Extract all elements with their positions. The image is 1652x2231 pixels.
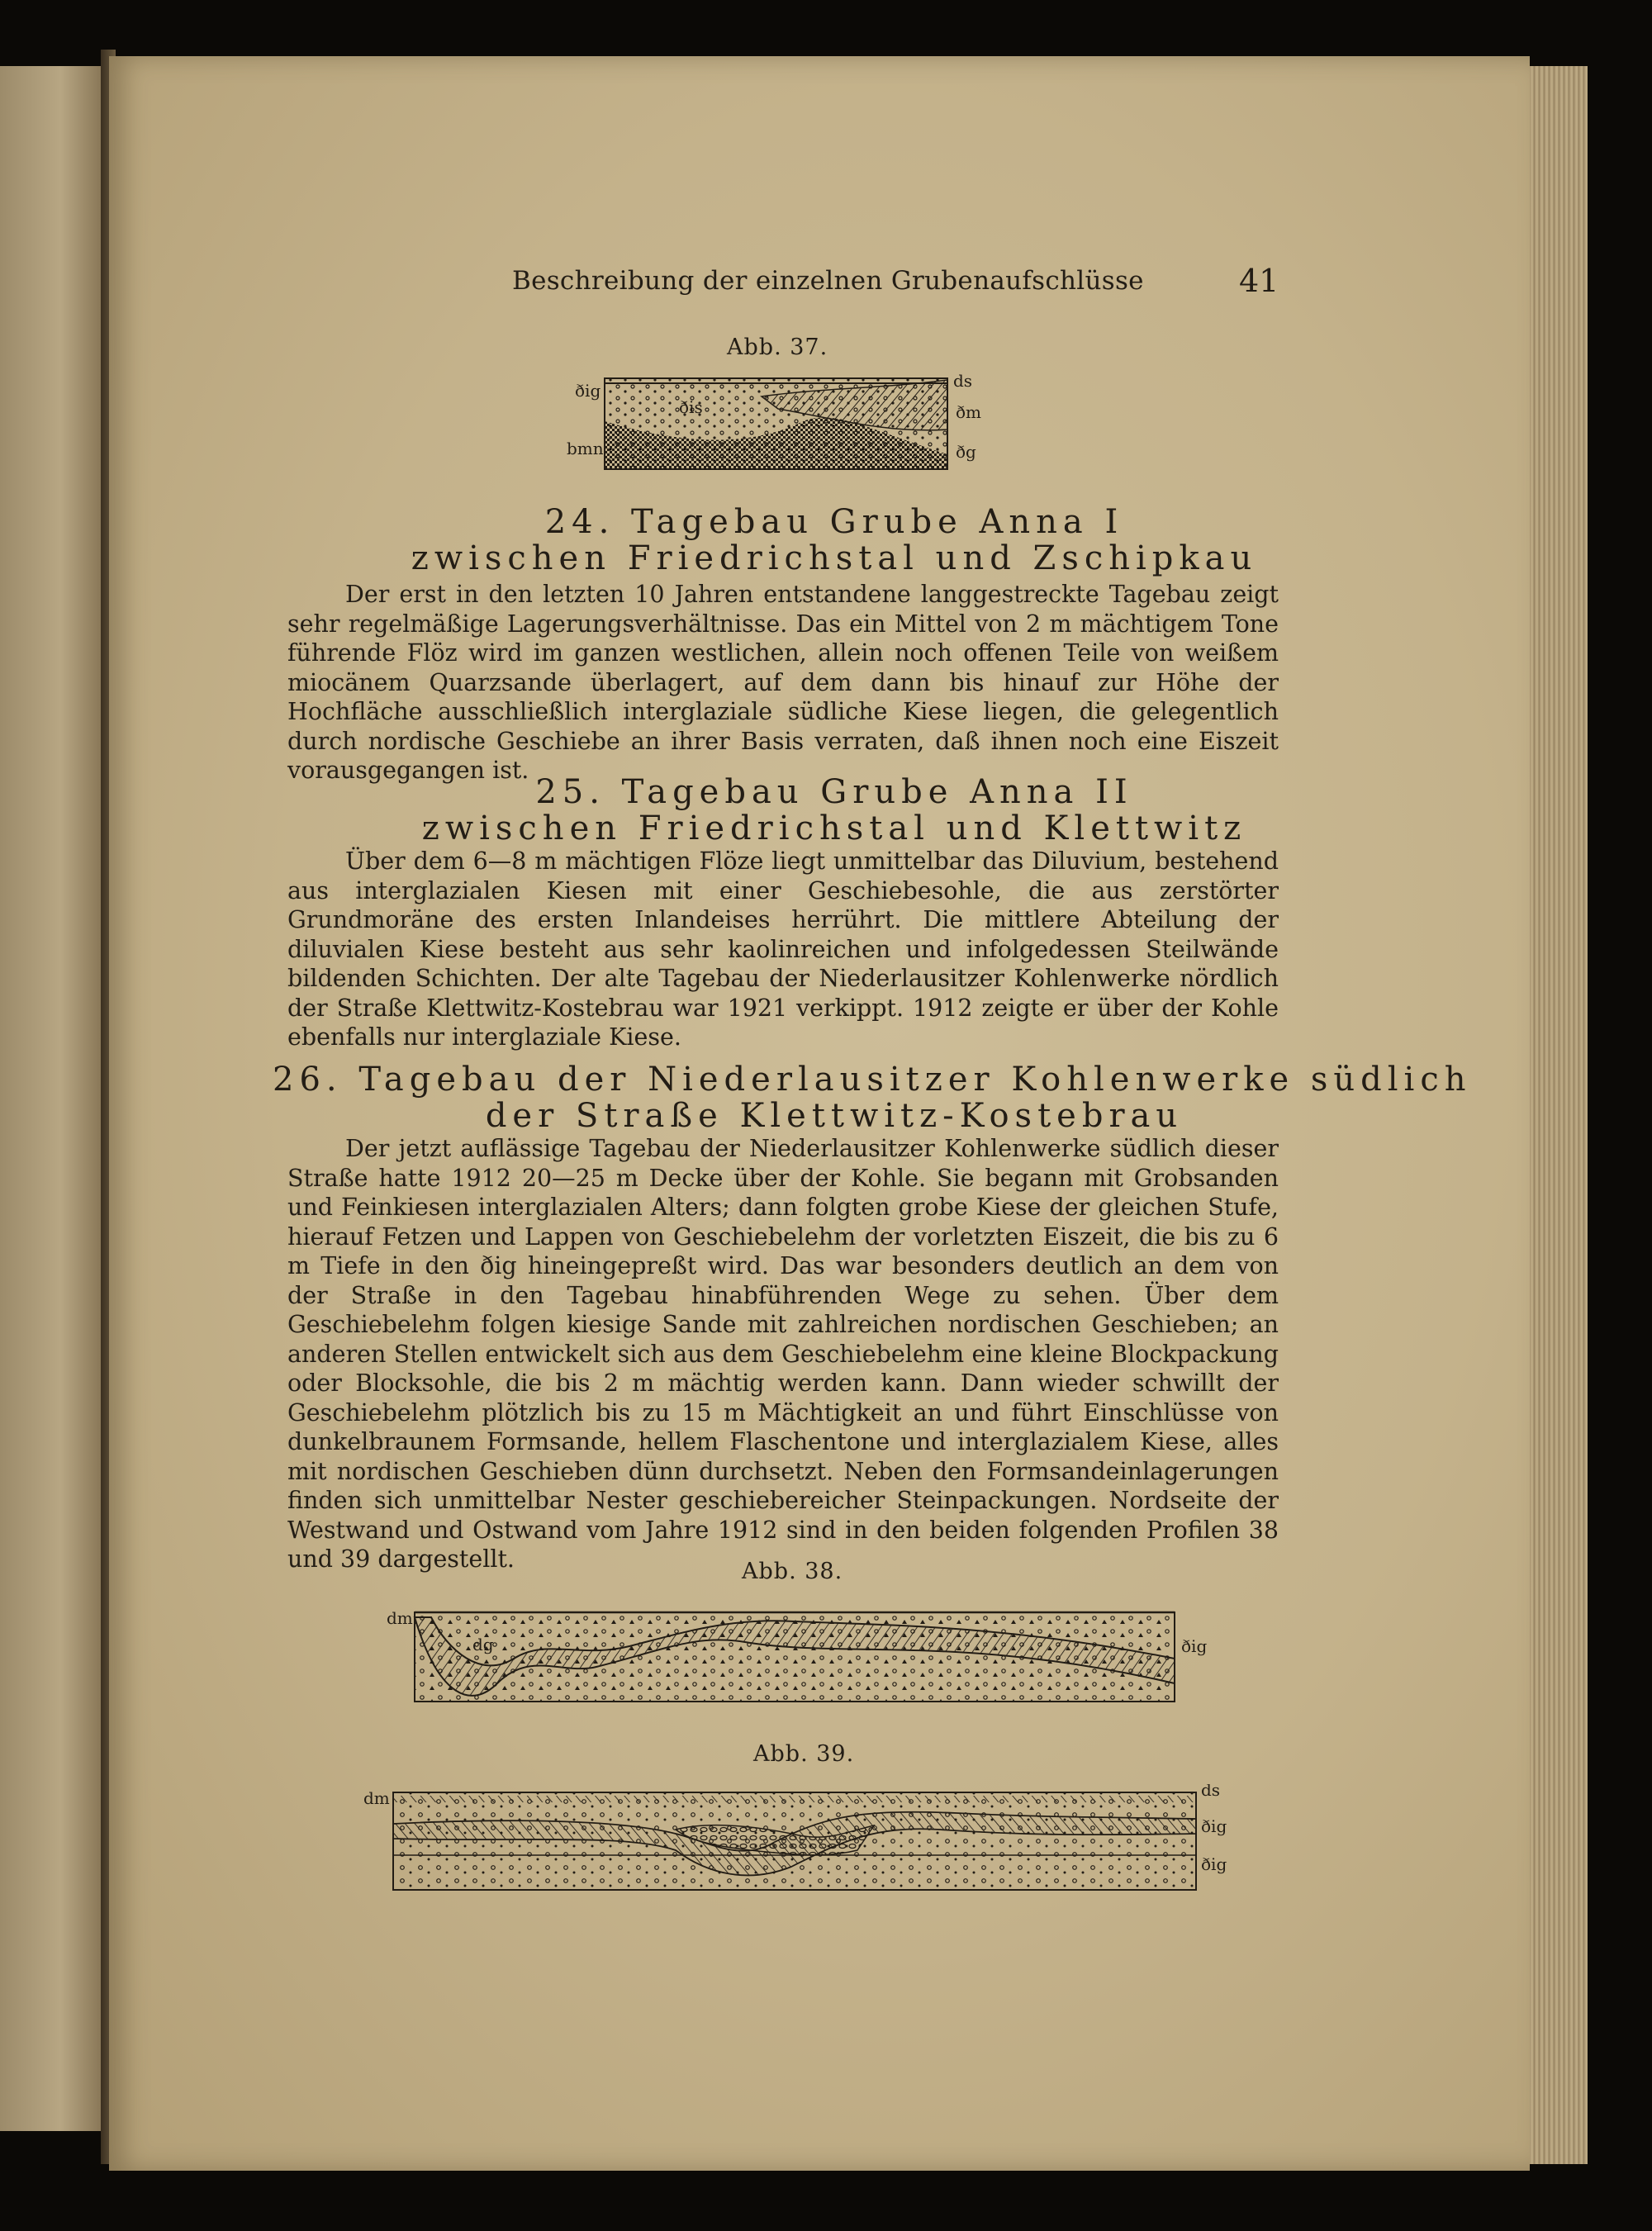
figure-39-label-right-top: ds	[1201, 1784, 1221, 1800]
figure-37-label-left-bottom: bmn	[567, 439, 604, 458]
section-24-title-line2: zwischen Friedrichstal und Zschipkau	[411, 539, 1258, 577]
section-24-heading	[273, 504, 1396, 577]
figure-37-label-right-top: ds	[953, 372, 973, 391]
section-26-text: Der jetzt auflässige Tagebau der Niederlausitzer Kohlenwerke südlich dieser Straße hatte 1912 20—25 m Decke über der Kohle. Sie begann mit Grobsanden und Feinkiesen interglazialen Alters; dann folgten grobe Kiese der gleichen Stufe, hierauf Fetzen und Lappen von Geschiebelehm der vorletzten Eiszeit, die bis zu 6 m Tiefe in den ðig hineingepreßt wird. Das war besonders deutlich an dem von der Straße in den Tagebau hinabführenden Wege zu sehen. Über dem Geschiebelehm folgen kiesige Sande mit zahlreichen nordischen Geschieben; an anderen Stellen entwickelt sich aus dem Geschiebelehm eine kleine Blockpackung oder Blocksohle, die bis 2 m mächtig werden kann. Dann wieder schwillt der Geschiebelehm plötzlich bis zu 15 m Mächtigkeit an und führt Einschlüsse von dunkelbraunem Formsande, hellem Flaschentone und interglazialem Kiese, alles mit nordischen Geschieben dünn durchsetzt. Neben den Formsandeinlagerungen finden sich unmittelbar Nester geschiebereicher Steinpackungen. Nordseite der Westwand und Ostwand vom Jahre 1912 sind in den beiden folgenden Profilen 38 und 39 dargestellt.	[287, 1135, 1279, 1573]
section-26-heading	[273, 1061, 1472, 1135]
figure-37-label-left-top: ðig	[575, 381, 601, 401]
figure-39-label-right-bottom: ðig	[1201, 1854, 1227, 1874]
figure-37-label-right-mid: ðm	[956, 402, 982, 422]
figure-39	[362, 1784, 1237, 1900]
facing-page-edge	[0, 66, 101, 2131]
section-24-number: 24.	[544, 503, 615, 541]
figure-37-label-right-bottom: ðg	[956, 442, 976, 462]
section-25-title-line2: zwischen Friedrichstal und Klettwitz	[421, 809, 1247, 847]
section-25-title-line1: Tagebau Grube Anna II	[621, 773, 1133, 811]
figure-39-label-left: dm	[363, 1788, 390, 1808]
figure-39-label-right-mid: ðig	[1201, 1816, 1227, 1836]
figure-38-label-right: ðig	[1181, 1636, 1208, 1656]
figure-38-caption: Abb. 38.	[742, 1559, 843, 1584]
section-24-text: Der erst in den letzten 10 Jahren entstandene langgestreckte Tagebau zeigt sehr regelmäßige Lagerungsverhältnisse. Das ein Mittel von 2 m mächtigem Tone führende Flöz wird im ganzen westlichen, allein noch offenen Teile von weißem miocänem Quarzsande überlagert, auf dem dann bis hinauf zur Höhe der Hochfläche ausschließlich interglaziale südliche Kiese liegen, die gelegentlich durch nordische Geschiebe an ihrer Basis verraten, daß ihnen noch eine Eiszeit vorausgegangen ist.	[287, 581, 1279, 784]
figure-38	[382, 1601, 1216, 1725]
section-26-number: 26.	[273, 1061, 343, 1099]
section-25-heading	[273, 774, 1396, 847]
section-25-text: Über dem 6—8 m mächtigen Flöze liegt unmittelbar das Diluvium, bestehend aus interglazialen Kiesen mit einer Geschiebesohle, die aus zerstörter Grundmoräne des ersten Inlandeises herrührt. Die mittlere Abteilung der diluvialen Kiese besteht aus sehr kaolinreichen und infolgedessen Steilwände bildenden Schichten. Der alte Tagebau der Niederlausitzer Kohlenwerke nördlich der Straße Klettwitz-Kostebrau war 1921 verkippt. 1912 zeigte er über der Kohle ebenfalls nur interglaziale Kiese.	[287, 847, 1279, 1051]
figure-37	[555, 372, 1001, 479]
figure-39-caption: Abb. 39.	[753, 1741, 855, 1767]
figure-38-label-inner: dg	[472, 1635, 494, 1654]
figure-38-label-left: dm	[387, 1608, 413, 1628]
running-head: Beschreibung der einzelnen Grubenaufschlüsse	[512, 266, 1144, 296]
figure-37-caption: Abb. 37.	[727, 335, 828, 360]
figure-37-label-inner: ðis	[679, 397, 703, 417]
page-number: 41	[1239, 263, 1279, 299]
section-24-title-line1: Tagebau Grube Anna I	[631, 503, 1124, 541]
section-25-number: 25.	[535, 773, 605, 811]
section-26-title-line1: Tagebau der Niederlausitzer Kohlenwerke südlich	[358, 1061, 1472, 1099]
page-stack-edges	[1530, 66, 1588, 2164]
section-26-title-line2: der Straße Klettwitz-Kostebrau	[485, 1097, 1184, 1135]
